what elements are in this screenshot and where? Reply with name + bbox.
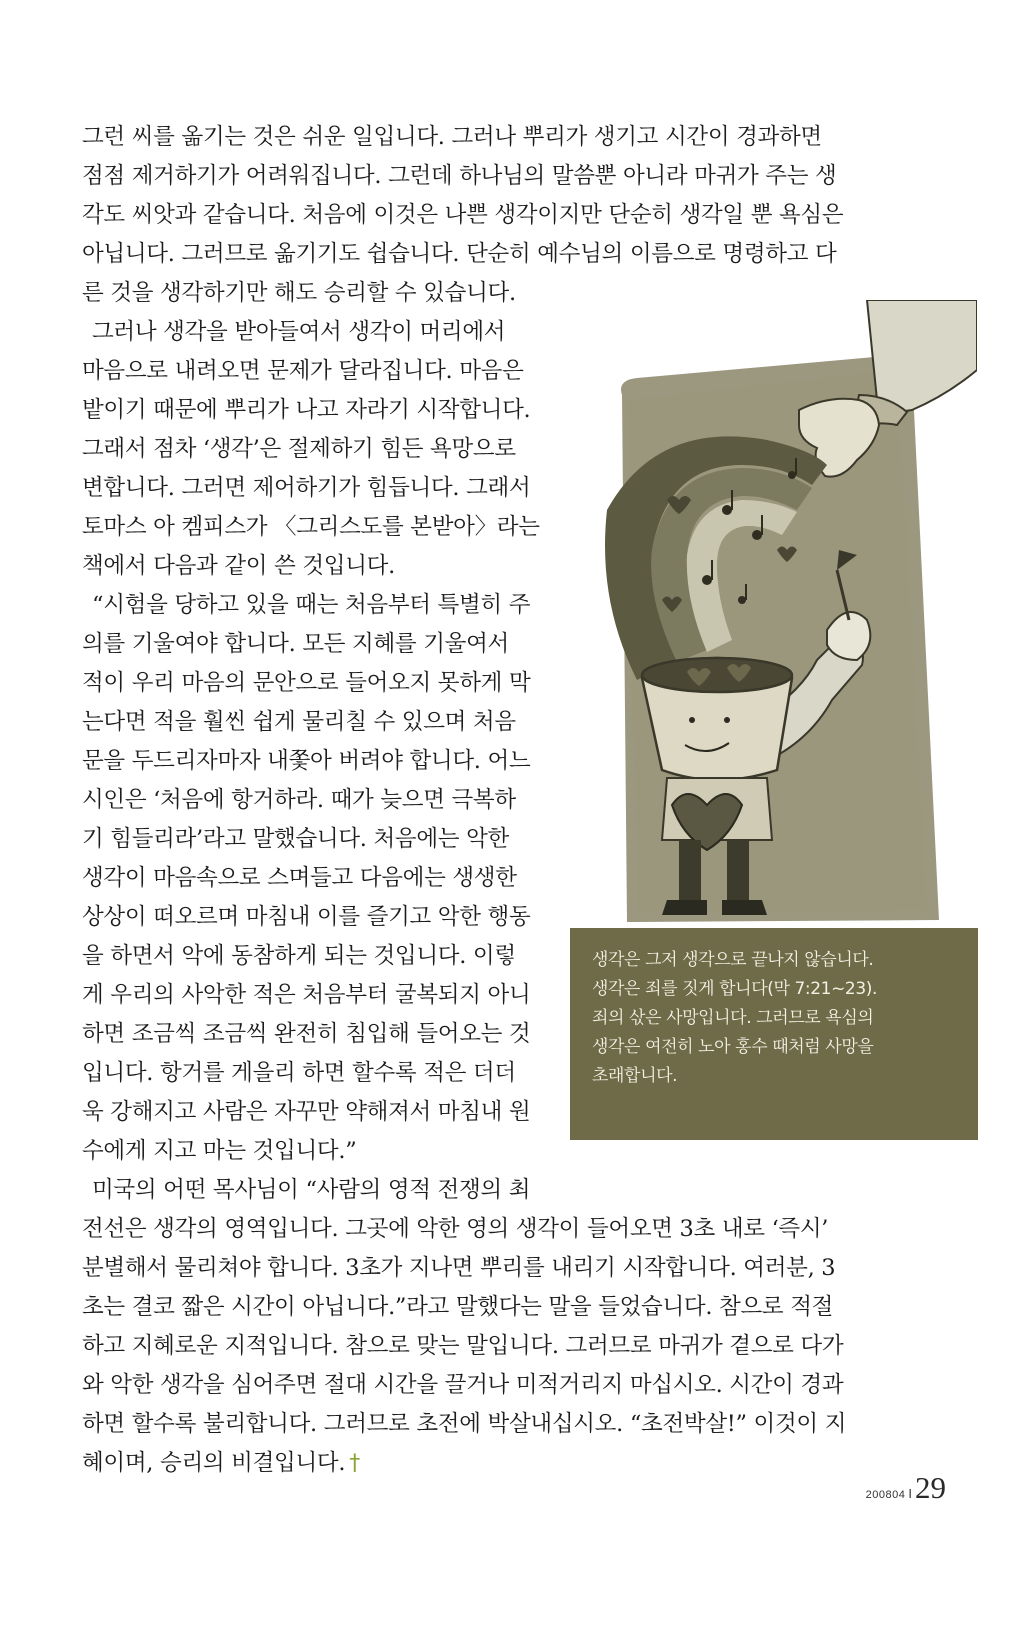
article-line: 입니다. 항거를 게을리 하면 할수록 적은 더더 [82,1060,516,1086]
article-line-last [82,1444,360,1483]
article-line: 기 힘들리라’라고 말했습니다. 처음에는 악한 [82,826,509,852]
cross-icon: † [349,1451,360,1476]
article-line: 을 하면서 악에 동참하게 되는 것입니다. 이렇 [82,943,516,969]
article-line: 른 것을 생각하기만 해도 승리할 수 있습니다. [82,280,516,306]
article-line: 상상이 떠오르며 마침내 이를 즐기고 악한 행동 [82,904,531,930]
article-line: 각도 씨앗과 같습니다. 처음에 이것은 나쁜 생각이지만 단순히 생각일 뿐 욕심은 [82,202,844,228]
article-line: 적이 우리 마음의 문안으로 들어오지 못하게 막 [82,670,531,696]
caption-line: 생각은 그저 생각으로 끝나지 않습니다. [592,950,874,970]
article-line: 마음으로 내려오면 문제가 달라집니다. 마음은 [82,358,524,384]
caption-line: 생각은 죄를 짓게 합니다(막 7:21~23). [592,979,877,999]
article-line: 그러나 생각을 받아들여서 생각이 머리에서 [92,319,506,345]
article-line: 의를 기울여야 합니다. 모든 지혜를 기울여서 [82,631,509,657]
article-line: 그런 씨를 옮기는 것은 쉬운 일입니다. 그러나 뿌리가 생기고 시간이 경과하면 [82,124,822,150]
article-line: 분별해서 물리쳐야 합니다. 3초가 지나면 뿌리를 내리기 시작합니다. 여러분, 3 [82,1255,836,1281]
article-line: 아닙니다. 그러므로 옮기기도 쉽습니다. 단순히 예수님의 이름으로 명령하고 다 [82,241,837,267]
article-line: 하면 할수록 불리합니다. 그러므로 초전에 박살내십시오. “초전박살!” 이것이 지 [82,1411,847,1437]
article-line: 는다면 적을 훨씬 쉽게 물리칠 수 있으며 처음 [82,709,516,735]
article-line: 생각이 마음속으로 스며들고 다음에는 생생한 [82,865,517,891]
folio-separator: I [908,1486,912,1501]
caption-line: 초래합니다. [592,1066,678,1086]
article-line: 초는 결코 짧은 시간이 아닙니다.”라고 말했다는 말을 들었습니다. 참으로 적절 [82,1294,834,1320]
article-line: 전선은 생각의 영역입니다. 그곳에 악한 영의 생각이 들어오면 3초 내로 ‘즉시’ [82,1216,829,1242]
article-line: 토마스 아 켐피스가 〈그리스도를 본받아〉라는 [82,514,540,540]
article-line: 하고 지혜로운 지적입니다. 참으로 맞는 말입니다. 그러므로 마귀가 곁으로 다가 [82,1333,844,1359]
article-line: 수에게 지고 마는 것입니다.” [82,1138,357,1164]
article-line: 책에서 다음과 같이 쓴 것입니다. [82,553,395,579]
caption-line: 죄의 삯은 사망입니다. 그러므로 욕심의 [592,1008,874,1028]
article-line: 그래서 점차 ‘생각’은 절제하기 힘든 욕망으로 [82,436,516,462]
arm-shape [867,300,977,411]
issue-number: 200804 [865,1489,906,1501]
article-line: 문을 두드리자마자 내쫓아 버려야 합니다. 어느 [82,748,531,774]
article-line: 하면 조금씩 조금씩 완전히 침입해 들어오는 것 [82,1021,531,1047]
article-line: 욱 강해지고 사람은 자꾸만 약해져서 마침내 원 [82,1099,531,1125]
page-folio [866,1470,946,1506]
caption-line: 생각은 여전히 노아 홍수 때처럼 사망을 [592,1037,874,1057]
article-line: 시인은 ‘처음에 항거하라. 때가 늦으면 극복하 [82,787,516,813]
article-line-text: 혜이며, 승리의 비결입니다. [82,1450,346,1476]
article-line: 변합니다. 그러면 제어하기가 힘듭니다. 그래서 [82,475,531,501]
article-line: 미국의 어떤 목사님이 “사람의 영적 전쟁의 최 [92,1177,531,1203]
caption-box [570,928,978,1140]
article-line: 와 악한 생각을 심어주면 절대 시간을 끌거나 미적거리지 마십시오. 시간이 경과 [82,1372,844,1398]
illustration [567,300,977,940]
article-line: 밭이기 때문에 뿌리가 나고 자라기 시작합니다. [82,397,531,423]
article-line: “시험을 당하고 있을 때는 처음부터 특별히 주 [92,592,531,618]
page-number: 29 [915,1470,946,1505]
article-line: 점점 제거하기가 어려워집니다. 그런데 하나님의 말씀뿐 아니라 마귀가 주는 생 [82,163,837,189]
article-line: 게 우리의 사악한 적은 처음부터 굴복되지 아니 [82,982,531,1008]
